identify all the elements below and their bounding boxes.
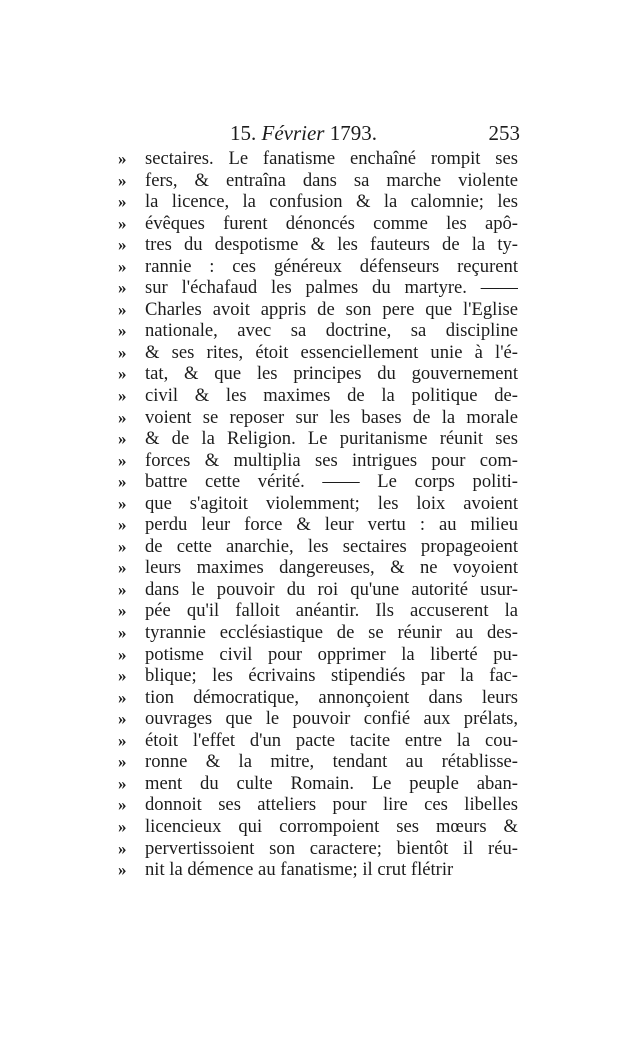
line-text: étoit l'effet d'un pacte tacite entre la cou-: [145, 729, 518, 751]
quotation-mark: »: [118, 773, 127, 793]
line-text: évêques furent dénoncés comme les apô-: [145, 212, 518, 234]
line-text: la licence, la confusion & la calomnie; les: [145, 191, 518, 213]
text-line: [118, 471, 518, 493]
date-day: 15.: [230, 121, 257, 145]
text-line: [118, 794, 518, 816]
quotation-mark: »: [118, 579, 127, 599]
quotation-mark: »: [118, 558, 127, 578]
line-text: voient se reposer sur les bases de la morale: [145, 406, 518, 428]
text-line: [118, 407, 518, 429]
quotation-mark: »: [118, 687, 127, 707]
quotation-mark: »: [118, 515, 127, 535]
text-line: [118, 450, 518, 472]
line-text: pervertissoient son caractere; bientôt il réu-: [145, 837, 518, 859]
date-year: 1793.: [329, 121, 377, 145]
line-text: potisme civil pour opprimer la liberté pu-: [145, 643, 518, 665]
line-text: Charles avoit appris de son pere que l'Eglise: [145, 298, 518, 320]
quotation-mark: »: [118, 256, 127, 276]
quotation-mark: »: [118, 386, 127, 406]
text-line: [118, 363, 518, 385]
quotation-mark: »: [118, 321, 127, 341]
line-text: tyrannie ecclésiastique de se réunir au des-: [145, 622, 518, 644]
quotation-mark: »: [118, 601, 127, 621]
line-text: sur l'échafaud les palmes du martyre. ——: [145, 277, 518, 299]
text-line: [118, 342, 518, 364]
quotation-mark: »: [118, 623, 127, 643]
quotation-mark: »: [118, 730, 127, 750]
text-line: [118, 708, 518, 730]
text-line: [118, 622, 518, 644]
text-line: [118, 277, 518, 299]
text-line: [118, 514, 518, 536]
quotation-mark: »: [118, 472, 127, 492]
text-line: [118, 428, 518, 450]
quotation-mark: »: [118, 493, 127, 513]
line-text: perdu leur force & leur vertu : au milieu: [145, 514, 518, 536]
line-text: dans le pouvoir du roi qu'une autorité usur-: [145, 578, 518, 600]
line-text: tion démocratique, annonçoient dans leurs: [145, 686, 518, 708]
line-text: nationale, avec sa doctrine, sa discipline: [145, 320, 518, 342]
quotation-mark: »: [118, 235, 127, 255]
quotation-mark: »: [118, 838, 127, 858]
text-line: [118, 320, 518, 342]
text-line: [118, 644, 518, 666]
quotation-mark: »: [118, 795, 127, 815]
quotation-mark: »: [118, 752, 127, 772]
line-text: leurs maximes dangereuses, & ne voyoient: [145, 557, 518, 579]
quotation-mark: »: [118, 536, 127, 556]
text-line: [118, 148, 518, 170]
text-line: [118, 751, 518, 773]
quotation-mark: »: [118, 816, 127, 836]
line-text: rannie : ces généreux défenseurs reçurent: [145, 255, 518, 277]
text-line: [118, 600, 518, 622]
line-text: ouvrages que le pouvoir confié aux prélats,: [145, 708, 518, 730]
page-number: 253: [488, 121, 520, 145]
line-text: & ses rites, étoit essenciellement unie à l'é-: [145, 341, 518, 363]
text-line: [118, 557, 518, 579]
text-line: [118, 859, 518, 881]
text-line: [118, 687, 518, 709]
line-text: nit la démence au fanatisme; il crut flétrir: [145, 859, 454, 881]
line-text: battre cette vérité. —— Le corps politi-: [145, 471, 518, 493]
line-text: de cette anarchie, les sectaires propageoient: [145, 535, 518, 557]
line-text: blique; les écrivains stipendiés par la fac-: [145, 665, 518, 687]
line-text: forces & multiplia ses intrigues pour com-: [145, 449, 518, 471]
line-text: tat, & que les principes du gouvernement: [145, 363, 518, 385]
text-line: [118, 730, 518, 752]
quotation-mark: »: [118, 709, 127, 729]
quotation-mark: »: [118, 170, 127, 190]
text-line: [118, 234, 518, 256]
text-line: [118, 299, 518, 321]
quotation-mark: »: [118, 450, 127, 470]
quotation-mark: »: [118, 278, 127, 298]
line-text: que s'agitoit violemment; les loix avoient: [145, 492, 518, 514]
running-head: [230, 118, 520, 148]
line-text: fers, & entraîna dans sa marche violente: [145, 169, 518, 191]
quotation-mark: »: [118, 407, 127, 427]
quotation-mark: »: [118, 149, 127, 168]
line-text: licencieux qui corrompoient ses mœurs &: [145, 815, 518, 837]
quotation-mark: »: [118, 299, 127, 319]
date-month: Février: [261, 121, 325, 145]
text-line: [118, 773, 518, 795]
text-line: [118, 170, 518, 192]
text-line: [118, 493, 518, 515]
text-line: [118, 838, 518, 860]
running-head-date: [230, 118, 377, 148]
text-line: [118, 665, 518, 687]
quotation-mark: »: [118, 192, 127, 212]
line-text: tres du despotisme & les fauteurs de la ty-: [145, 234, 518, 256]
quotation-mark: »: [118, 429, 127, 449]
quotation-mark: »: [118, 364, 127, 384]
line-text: civil & les maximes de la politique de-: [145, 385, 518, 407]
text-line: [118, 579, 518, 601]
line-text: ronne & la mitre, tendant au rétablisse-: [145, 751, 518, 773]
text-line: [118, 213, 518, 235]
quotation-mark: »: [118, 342, 127, 362]
line-text: donnoit ses atteliers pour lire ces libelles: [145, 794, 518, 816]
line-text: & de la Religion. Le puritanisme réunit ses: [145, 428, 518, 450]
line-text: sectaires. Le fanatisme enchaîné rompit ses: [145, 148, 518, 169]
line-text: pée qu'il falloit anéantir. Ils accuserent la: [145, 600, 518, 622]
text-line: [118, 256, 518, 278]
quotation-mark: »: [118, 644, 127, 664]
quotation-mark: »: [118, 213, 127, 233]
quotation-mark: »: [118, 666, 127, 686]
text-line: [118, 536, 518, 558]
text-line: [118, 191, 518, 213]
body-text: [118, 148, 518, 881]
text-line: [118, 385, 518, 407]
quotation-mark: »: [118, 860, 127, 880]
line-text: ment du culte Romain. Le peuple aban-: [145, 772, 518, 794]
text-line: [118, 816, 518, 838]
